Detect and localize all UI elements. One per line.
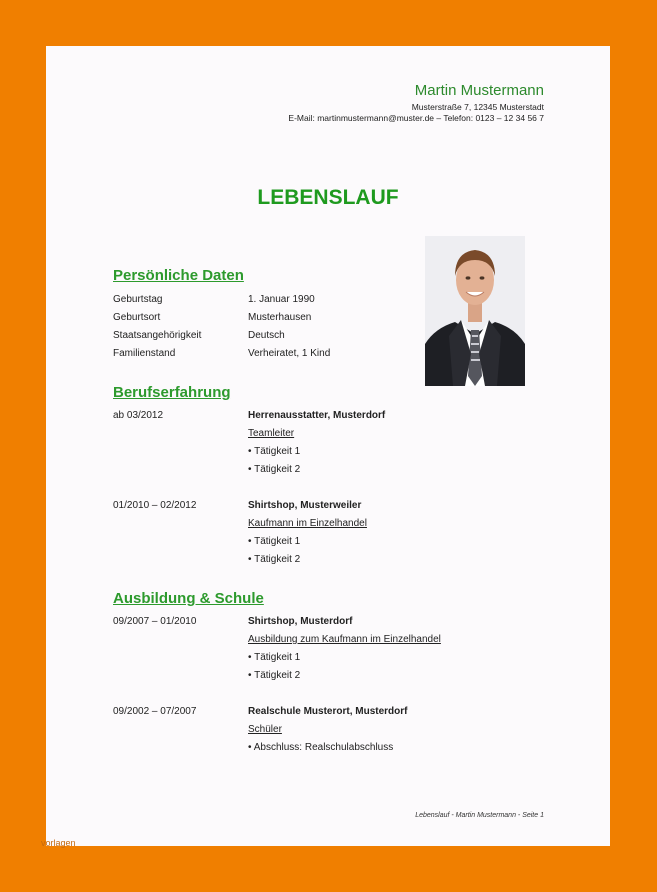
personal-value: Deutsch	[248, 330, 285, 341]
entry-item: • Tätigkeit 2	[248, 554, 301, 565]
page-footer: Lebenslauf - Martin Mustermann - Seite 1	[415, 812, 544, 819]
section-heading-personal: Persönliche Daten	[113, 267, 244, 284]
watermark-text: vorlagen	[41, 838, 76, 848]
personal-label: Familienstand	[113, 348, 176, 359]
entry-employer: Realschule Musterort, Musterdorf	[248, 706, 408, 717]
entry-role: Kaufmann im Einzelhandel	[248, 518, 367, 529]
personal-value: Verheiratet, 1 Kind	[248, 348, 331, 359]
entry-date: 01/2010 – 02/2012	[113, 500, 197, 511]
entry-item: • Abschluss: Realschulabschluss	[248, 742, 394, 753]
cv-page	[46, 46, 610, 846]
entry-item: • Tätigkeit 1	[248, 536, 301, 547]
applicant-contact: E-Mail: martinmustermann@muster.de – Telefon: 0123 – 12 34 56 7	[288, 113, 544, 123]
applicant-photo	[425, 236, 525, 386]
entry-item: • Tätigkeit 2	[248, 464, 301, 475]
personal-value: Musterhausen	[248, 312, 312, 323]
portrait-image	[425, 236, 525, 386]
section-heading-education: Ausbildung & Schule	[113, 590, 264, 607]
entry-item: • Tätigkeit 1	[248, 652, 301, 663]
document-title: LEBENSLAUF	[257, 186, 399, 209]
entry-date: ab 03/2012	[113, 410, 164, 421]
personal-label: Geburtsort	[113, 312, 161, 323]
entry-employer: Herrenausstatter, Musterdorf	[248, 410, 386, 421]
entry-employer: Shirtshop, Musterdorf	[248, 616, 353, 627]
entry-date: 09/2007 – 01/2010	[113, 616, 197, 627]
entry-item: • Tätigkeit 1	[248, 446, 301, 457]
entry-date: 09/2002 – 07/2007	[113, 706, 197, 717]
entry-role: Ausbildung zum Kaufmann im Einzelhandel	[248, 634, 441, 645]
section-heading-career: Berufserfahrung	[113, 384, 231, 401]
personal-label: Staatsangehörigkeit	[113, 330, 202, 341]
entry-employer: Shirtshop, Musterweiler	[248, 500, 362, 511]
personal-value: 1. Januar 1990	[248, 294, 315, 305]
applicant-address: Musterstraße 7, 12345 Musterstadt	[411, 102, 544, 112]
personal-label: Geburtstag	[113, 294, 163, 305]
entry-item: • Tätigkeit 2	[248, 670, 301, 681]
applicant-name: Martin Mustermann	[414, 82, 544, 99]
entry-role: Teamleiter	[248, 428, 295, 439]
entry-role: Schüler	[248, 724, 282, 735]
